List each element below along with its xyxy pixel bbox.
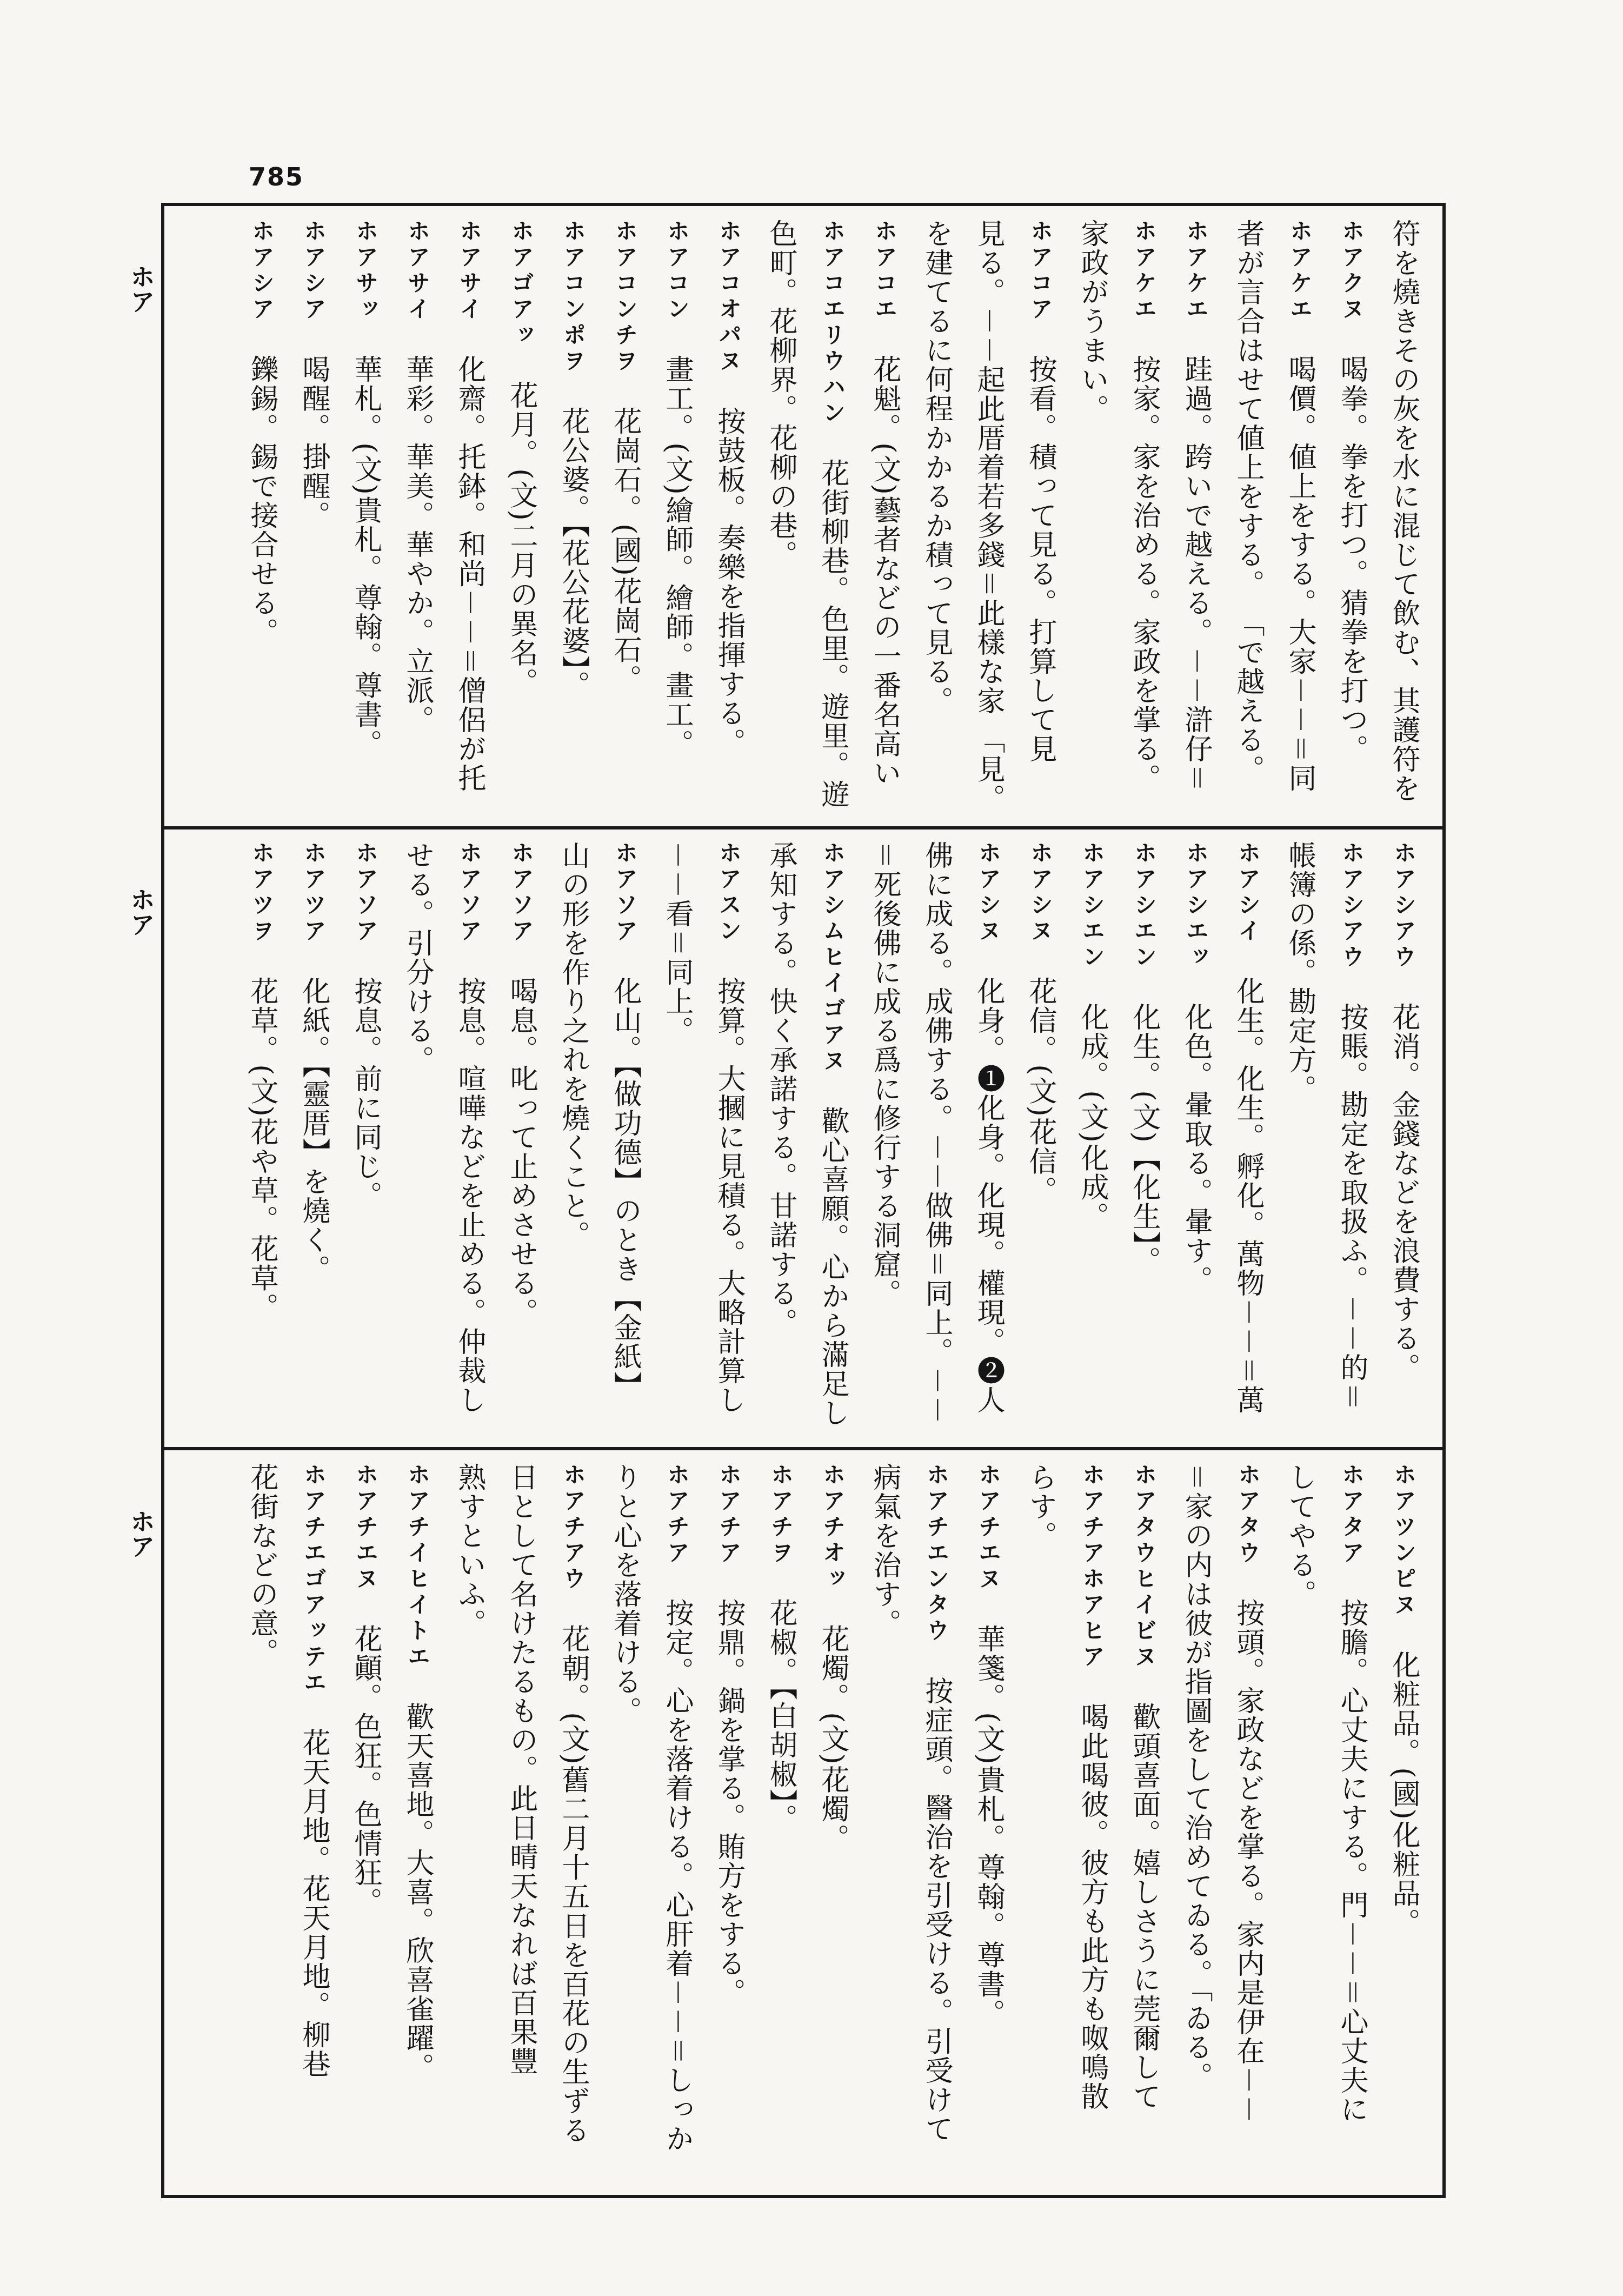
entry-continuation — [913, 841, 960, 1436]
entry-definition: 化粧品。(國)化粧品。 — [1387, 1650, 1420, 1937]
entry-continuation — [653, 841, 701, 1436]
entry-definition: 化成。(文)化成。 — [1076, 1003, 1108, 1231]
entry-reading: ホアシア — [301, 219, 327, 323]
dictionary-entry — [394, 1463, 441, 2182]
dictionary-entry — [549, 1463, 597, 2182]
entry-continuation — [601, 1463, 649, 2182]
dictionary-entry — [290, 841, 337, 1436]
entry-reading: ホアケエ — [1287, 219, 1313, 323]
dictionary-entry — [861, 219, 908, 814]
entry-definition: 病氣を治す。 — [868, 1463, 901, 1638]
entry-continuation — [1276, 1463, 1323, 2182]
entry-definition: 化色。暈取る。暈す。 — [1180, 1003, 1212, 1295]
entry-reading: ホアソア — [456, 841, 483, 945]
entry-definition: 花顚。色狂。色情狂。 — [349, 1624, 382, 1917]
entry-reading: ホアチヲ — [768, 1463, 794, 1567]
entry-reading: ホアシアウ — [1339, 841, 1365, 971]
dictionary-entry — [1328, 841, 1375, 1436]
page-number: 785 — [249, 162, 304, 191]
entry-reading: ホアコンポヲ — [560, 219, 587, 375]
dictionary-entry — [1120, 841, 1168, 1436]
dictionary-entry — [1120, 219, 1168, 814]
dictionary-entry — [1016, 841, 1064, 1436]
entry-reading: ホアシアウ — [1391, 841, 1417, 971]
entry-definition: 按症頭。醫治を引受ける。引受けて — [920, 1676, 953, 2144]
entry-reading: ホアケエ — [1183, 219, 1209, 323]
entry-reading: ホアコア — [1027, 219, 1054, 323]
entry-reading: ホアシア — [249, 219, 275, 323]
entry-reading: ホアタウヒイビヌ — [1131, 1463, 1158, 1670]
dictionary-entry — [1068, 1463, 1116, 2182]
entry-definition: 家政がうまい。 — [1076, 219, 1108, 423]
entry-definition: 見る。－－起此厝着若多錢＝此樣な家 「見。 — [972, 219, 1005, 813]
entry-definition: 按膽。心丈夫にする。門－－＝心丈夫に — [1335, 1598, 1368, 2125]
entry-definition: 鑠錫。錫で接合せる。 — [245, 355, 278, 647]
section-label: ホア — [127, 264, 156, 314]
entry-definition: 花月。(文)二月の異名。 — [505, 381, 537, 697]
dictionary-entry — [1380, 1463, 1427, 2182]
entry-definition: 帳簿の係。勘定方。 — [1283, 841, 1316, 1104]
entry-definition: 喝價。値上をする。大家－－＝同 — [1283, 355, 1316, 793]
dictionary-entry — [809, 841, 856, 1436]
entry-reading: ホアシエッ — [1183, 841, 1209, 971]
entry-definition: 按定。心を落着ける。心肝着－－＝しっか — [661, 1598, 693, 2154]
dictionary-entry — [705, 1463, 753, 2182]
entry-continuation — [1380, 219, 1427, 814]
dictionary-entry — [1120, 1463, 1168, 2182]
dictionary-entry — [238, 841, 285, 1436]
entry-definition: 按鼎。鍋を掌る。賄方をする。 — [713, 1598, 745, 2008]
entry-reading: ホアシエン — [1131, 841, 1158, 971]
entry-definition: らす。 — [1024, 1463, 1056, 1550]
entry-definition: 花天月地。花天月地。柳巷 — [297, 1728, 330, 2079]
entry-definition: 花草。(文)花や草。花草。 — [245, 977, 278, 1322]
entry-definition: 華札。(文)貴札。尊翰。尊書。 — [349, 355, 382, 759]
dictionary-entry — [757, 1463, 804, 2182]
entry-definition: してやる。 — [1283, 1463, 1316, 1609]
entry-continuation — [238, 1463, 285, 2182]
entry-definition: 化齋。托鉢。和尚－－＝僧侶が托 — [453, 355, 485, 793]
entry-definition: 花魁。(文)藝者などの一番名高い — [868, 355, 901, 788]
entry-reading: ホアソア — [352, 841, 379, 945]
entry-definition: 花街などの意。 — [245, 1463, 278, 1667]
entry-definition: 歡心喜願。心から滿足し — [816, 1106, 849, 1428]
dictionary-section-3 — [184, 1463, 1427, 2182]
entry-reading: ホアチオッ — [820, 1463, 846, 1592]
dictionary-entry — [809, 1463, 856, 2182]
entry-definition: －－看＝同上。 — [661, 841, 693, 1046]
entry-definition: 喝醒。掛醒。 — [297, 355, 330, 530]
entry-definition: 承知する。快く承諾する。甘諾する。 — [764, 841, 797, 1337]
entry-reading: ホアシイ — [1235, 841, 1261, 945]
entry-definition: 歡頭喜面。嬉しさうに莞爾して — [1128, 1702, 1160, 2112]
entry-definition: 華彩。華美。華やか。立派。 — [401, 355, 434, 735]
entry-reading: ホアチア — [716, 1463, 742, 1567]
entry-definition: 華箋。(文)貴札。尊翰。尊書。 — [972, 1624, 1005, 2028]
dictionary-entry — [238, 219, 285, 814]
dictionary-entry — [1328, 1463, 1375, 2182]
dictionary-entry — [705, 841, 753, 1436]
entry-reading: ホアチエヌ — [352, 1463, 379, 1592]
entry-definition: 按算。大摑に見積る。大略計算し — [713, 977, 745, 1415]
entry-reading: ホアスン — [716, 841, 742, 945]
entry-definition: 化生。化生。孵化。萬物－－＝萬 — [1232, 977, 1264, 1415]
dictionary-entry — [1172, 841, 1220, 1436]
entry-definition: 按家。家を治める。家政を掌る。 — [1128, 355, 1160, 793]
entry-continuation — [497, 1463, 545, 2182]
dictionary-entry — [1172, 219, 1220, 814]
entry-definition: 日として名けたるもの。此日晴天なれば百果豐 — [505, 1463, 537, 2076]
entry-definition: 喝拳。拳を打つ。猜拳を打つ。 — [1335, 355, 1368, 764]
dictionary-entry — [445, 841, 493, 1436]
dictionary-section-1 — [184, 219, 1427, 814]
entry-reading: ホアチエヌ — [975, 1463, 1002, 1592]
entry-definition: 按看。積って見る。打算して見 — [1024, 355, 1056, 764]
entry-definition: 山の形を作り之れを燒くこと。 — [557, 841, 589, 1250]
entry-reading: ホアサイ — [404, 219, 431, 323]
entry-definition: 花街柳巷。色里。遊里。遊 — [816, 459, 849, 809]
entry-continuation — [1068, 219, 1116, 814]
entry-definition: 花朝。(文)舊二月十五日を百花の生ずる — [557, 1624, 589, 2145]
dictionary-entry — [290, 1463, 337, 2182]
dictionary-entry — [1224, 1463, 1272, 2182]
dictionary-entry — [965, 1463, 1012, 2182]
entry-continuation — [394, 841, 441, 1436]
entry-definition: 化身。❶化身。化現。權現。❷人 — [972, 977, 1005, 1415]
entry-continuation — [1224, 219, 1272, 814]
entry-continuation — [861, 841, 908, 1436]
dictionary-entry — [965, 841, 1012, 1436]
entry-definition: 化山。【做功德】のとき【金紙】 — [609, 977, 641, 1401]
entry-definition: 花消。金錢などを浪費する。 — [1387, 1003, 1420, 1383]
entry-definition: 色町。花柳界。花柳の巷。 — [764, 219, 797, 569]
section-divider — [161, 1447, 1446, 1450]
entry-reading: ホアツア — [301, 841, 327, 945]
entry-reading: ホアチアウ — [560, 1463, 587, 1592]
section-label: ホア — [127, 887, 156, 937]
entry-reading: ホアコエリウハン — [820, 219, 846, 427]
entry-reading: ホアシヌ — [1027, 841, 1054, 945]
dictionary-entry — [1276, 219, 1323, 814]
entry-continuation — [1172, 1463, 1220, 2182]
dictionary-entry — [549, 219, 597, 814]
entry-reading: ホアコン — [664, 219, 690, 323]
dictionary-section-2 — [184, 841, 1427, 1436]
entry-definition: 畫工。(文)繪師。繪師。畫工。 — [661, 355, 693, 759]
dictionary-entry — [653, 1463, 701, 2182]
entry-definition: 按息。喧嘩などを止める。仲裁し — [453, 977, 485, 1415]
entry-definition: 花燭。(文)花燭。 — [816, 1624, 849, 1853]
entry-reading: ホアサイ — [456, 219, 483, 323]
entry-reading: ホアシムヒイゴアヌ — [820, 841, 846, 1074]
dictionary-entry — [290, 219, 337, 814]
entry-reading: ホアコエ — [872, 219, 898, 323]
entry-definition: 化紙。【靈厝】を燒く。 — [297, 977, 330, 1284]
dictionary-entry — [653, 219, 701, 814]
entry-reading: ホアゴアッ — [508, 219, 535, 349]
dictionary-entry — [1016, 219, 1064, 814]
dictionary-entry — [342, 1463, 389, 2182]
entry-definition: 花公婆。【花公花婆】。 — [557, 407, 589, 700]
entry-definition: ＝家の内は彼が指圖をして治めてゐる。「ゐる。 — [1180, 1463, 1212, 2091]
entry-definition: 跬過。跨いで越える。－－滸仔＝ — [1180, 355, 1212, 793]
entry-definition: 符を燒きその灰を水に混じて飲む、其護符を — [1387, 219, 1420, 803]
dictionary-entry — [809, 219, 856, 814]
section-label: ホア — [127, 1509, 156, 1558]
entry-definition: 花椒。【白胡椒】。 — [764, 1598, 797, 1834]
dictionary-entry — [913, 1463, 960, 2182]
dictionary-entry — [445, 219, 493, 814]
entry-definition: ＝死後佛に成る爲に修行する洞窟。 — [868, 841, 901, 1309]
entry-continuation — [445, 1463, 493, 2182]
entry-definition: 按息。前に同じ。 — [349, 977, 382, 1211]
entry-definition: 按賬。勘定を取扱ふ。－－的＝ — [1335, 1003, 1368, 1412]
entry-definition: りと心を落着ける。 — [609, 1463, 641, 1726]
dictionary-entry — [342, 841, 389, 1436]
dictionary-entry — [1328, 219, 1375, 814]
entry-definition: 喝息。叱って止めさせる。 — [505, 977, 537, 1328]
entry-continuation — [965, 219, 1012, 814]
entry-reading: ホアチア — [664, 1463, 690, 1567]
dictionary-entry — [1224, 841, 1272, 1436]
entry-definition: 化生。(文)【化生】。 — [1128, 1003, 1160, 1276]
entry-continuation — [1276, 841, 1323, 1436]
entry-reading: ホアソア — [508, 841, 535, 945]
entry-reading: ホアチエンタウ — [923, 1463, 950, 1644]
entry-definition: 按鼓板。奏樂を指揮する。 — [713, 407, 745, 758]
entry-definition: を建てるに何程かかるか積って見る。 — [920, 219, 953, 715]
entry-definition: 喝此喝彼。彼方も此方も呶鳴散 — [1076, 1702, 1108, 2112]
dictionary-entry — [342, 219, 389, 814]
entry-definition: 花信。(文)花信。 — [1024, 977, 1056, 1205]
entry-reading: ホアケエ — [1131, 219, 1158, 323]
entry-reading: ホアチアホアヒア — [1079, 1463, 1106, 1670]
entry-definition: 熟すといふ。 — [453, 1463, 485, 1638]
dictionary-entry — [601, 219, 649, 814]
entry-reading: ホアツヲ — [249, 841, 275, 945]
entry-reading: ホアシエン — [1079, 841, 1106, 971]
entry-definition: 按頭。家政などを掌る。家内是伊在－－ — [1232, 1598, 1264, 2125]
entry-reading: ホアソア — [612, 841, 638, 945]
entry-definition: 歡天喜地。大喜。欣喜雀躍。 — [401, 1702, 434, 2082]
entry-reading: ホアクヌ — [1339, 219, 1365, 323]
entry-reading: ホアサッ — [352, 219, 379, 323]
entry-reading: ホアチエゴアッテエ — [301, 1463, 327, 1696]
entry-continuation — [861, 1463, 908, 2182]
dictionary-entry — [394, 219, 441, 814]
entry-continuation — [913, 219, 960, 814]
entry-reading: ホアシヌ — [975, 841, 1002, 945]
entry-continuation — [757, 841, 804, 1436]
entry-definition: 者が言合はせて値上をする。 「で越える。 — [1232, 219, 1264, 784]
entry-continuation — [1016, 1463, 1064, 2182]
dictionary-entry — [705, 219, 753, 814]
dictionary-entry — [601, 841, 649, 1436]
entry-reading: ホアツンピヌ — [1391, 1463, 1417, 1618]
dictionary-entry — [1068, 841, 1116, 1436]
section-divider — [161, 826, 1446, 830]
entry-continuation — [549, 841, 597, 1436]
entry-definition: せる。引分ける。 — [401, 841, 434, 1074]
entry-definition: 佛に成る。成佛する。－－做佛＝同上。－－ — [920, 841, 953, 1425]
entry-definition: 花崗石。(國)花崗石。 — [609, 407, 641, 694]
dictionary-entry — [497, 841, 545, 1436]
entry-reading: ホアタウ — [1235, 1463, 1261, 1567]
entry-reading: ホアタア — [1339, 1463, 1365, 1567]
dictionary-entry — [497, 219, 545, 814]
entry-continuation — [757, 219, 804, 814]
entry-reading: ホアコオパヌ — [716, 219, 742, 375]
dictionary-entry — [1380, 841, 1427, 1436]
entry-reading: ホアチイヒイトエ — [404, 1463, 431, 1670]
entry-reading: ホアコンチヲ — [612, 219, 638, 375]
